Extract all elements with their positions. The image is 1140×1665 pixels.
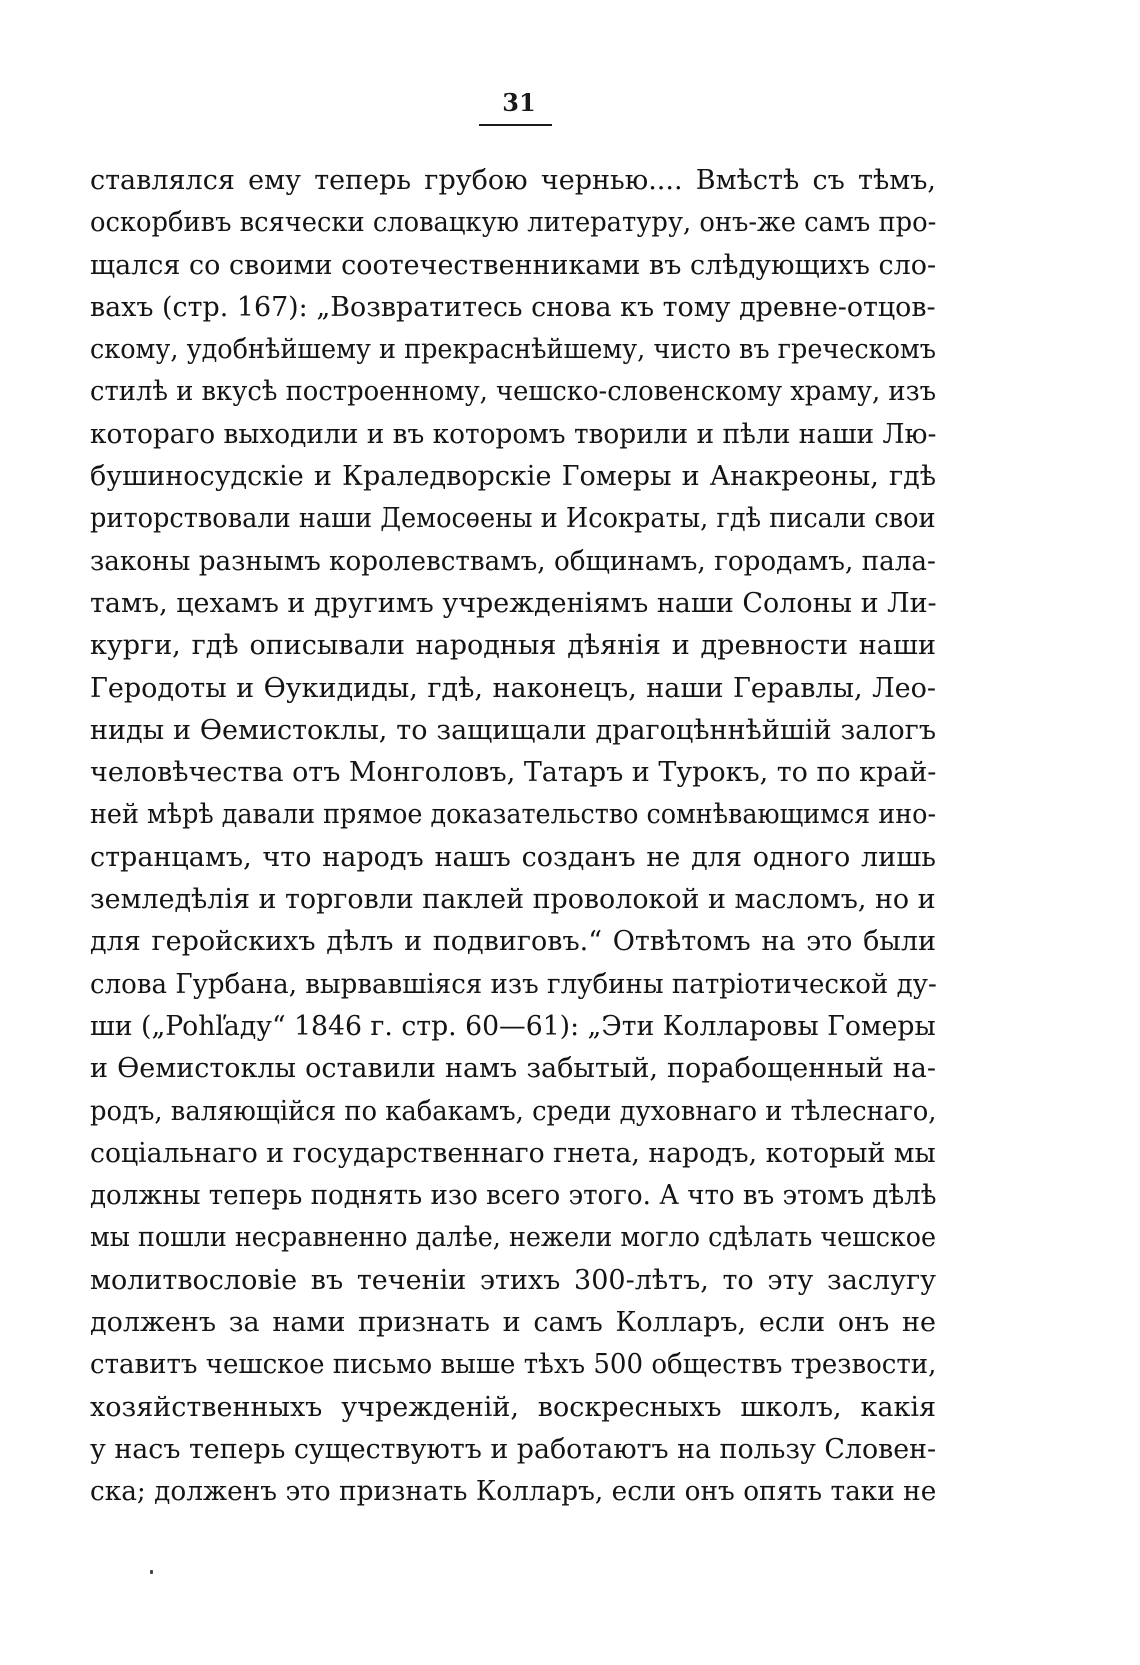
text-line: мы пошли несравненно далѣе, нежели могло сдѣлать чешское — [90, 1222, 937, 1254]
text-line: ставитъ чешское письмо выше тѣхъ 500 обществъ трезвости, — [90, 1349, 937, 1381]
text-line: курги, гдѣ описывали народныя дѣянія и древности наши — [90, 630, 936, 662]
text-line: ска; долженъ это признать Колларъ, если онъ опять таки не — [90, 1476, 937, 1508]
text-line: для геройскихъ дѣлъ и подвиговъ.“ Отвѣтомъ на это были — [90, 926, 936, 958]
text-line: земледѣлія и торговли паклей проволокой и масломъ, но и — [90, 884, 936, 916]
text-line: и Ѳемистоклы оставили намъ забытый, порабощенный на- — [90, 1053, 936, 1085]
text-line: должны теперь поднять изо всего этого. А что въ этомъ дѣлѣ — [90, 1180, 937, 1212]
text-line: стилѣ и вкусѣ построенному, чешско-словенскому храму, изъ — [90, 376, 937, 408]
body-text — [90, 160, 936, 1514]
scan-speck — [150, 1570, 153, 1574]
text-line: законы разнымъ королевствамъ, общинамъ, городамъ, пала- — [90, 545, 936, 577]
text-line: хозяйственныхъ учрежденій, воскресныхъ школъ, какія — [90, 1391, 936, 1423]
text-line: ней мѣрѣ давали прямое доказательство сомнѣвающимся ино- — [90, 799, 937, 831]
text-line: странцамъ, что народъ нашъ созданъ не для одного лишь — [90, 841, 936, 873]
text-line: ставлялся ему теперь грубою чернью.... Вмѣстѣ съ тѣмъ, — [90, 165, 936, 196]
text-line: котораго выходили и въ которомъ творили и пѣли наши Лю- — [90, 418, 937, 450]
page-number-rule — [479, 124, 552, 126]
text-line: Геродоты и Ѳукидиды, гдѣ, наконецъ, наши Геравлы, Лео- — [90, 672, 936, 704]
text-line: родъ, валяющійся по кабакамъ, среди духовнаго и тѣлеснаго, — [90, 1095, 937, 1127]
text-line: щался со своими соотечественниками въ слѣдующихъ сло- — [90, 249, 937, 281]
text-line: скому, удобнѣйшему и прекраснѣйшему, чисто въ греческомъ — [90, 334, 936, 366]
text-line: человѣчества отъ Монголовъ, Татаръ и Турокъ, то по край- — [90, 757, 937, 789]
text-line: оскорбивъ всячески словацкую литературу, онъ-же самъ про- — [90, 207, 937, 239]
text-line: ши („Pohľаду“ 1846 г. стр. 60—61): „Эти Колларовы Гомеры — [90, 1010, 936, 1042]
text-line: вахъ (стр. 167): „Возвратитесь снова къ тому древне-отцов- — [90, 291, 936, 323]
text-line: долженъ за нами признать и самъ Колларъ, если онъ не — [90, 1307, 936, 1339]
text-line: тамъ, цехамъ и другимъ учрежденіямъ наши Солоны и Ли- — [90, 587, 937, 619]
page-number: 31 — [502, 88, 536, 117]
text-line: молитвословіе въ теченіи этихъ 300-лѣтъ, то эту заслугу — [90, 1264, 936, 1296]
text-line: у насъ теперь существуютъ и работаютъ на пользу Словен- — [90, 1433, 937, 1465]
text-line: соціальнаго и государственнаго гнета, народъ, который мы — [90, 1137, 936, 1169]
text-line: слова Гурбана, вырвавшіяся изъ глубины патріотической ду- — [90, 968, 937, 1000]
text-line: риторствовали наши Демосѳены и Исократы, гдѣ писали свои — [90, 503, 936, 535]
text-line: бушиносудскіе и Краледворскіе Гомеры и Анакреоны, гдѣ — [90, 461, 936, 493]
text-line: ниды и Ѳемистоклы, то защищали драгоцѣннѣйшій залогъ — [90, 714, 936, 746]
